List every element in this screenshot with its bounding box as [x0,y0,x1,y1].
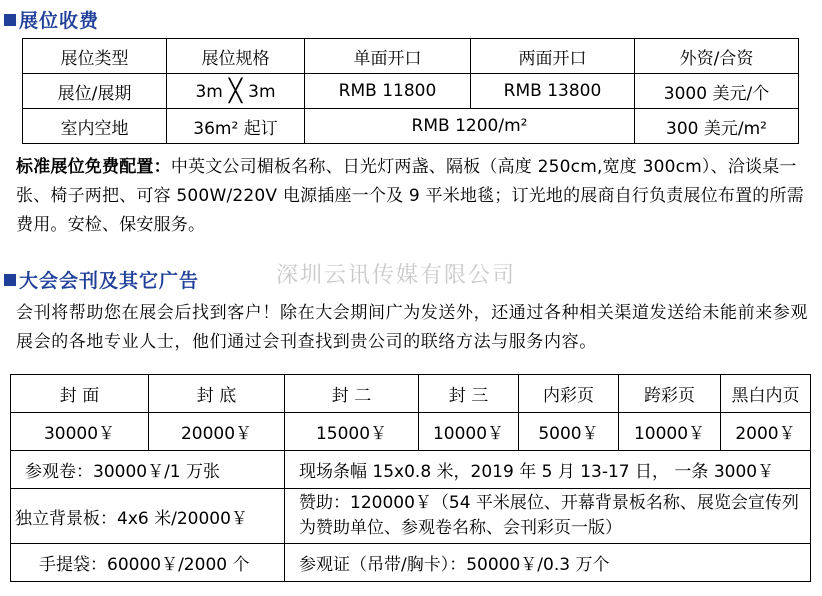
booth-fees-heading [4,6,99,33]
company-watermark: 深圳云讯传媒有限公司 [276,263,517,288]
ticket-cell: 参观卷：30000￥/1 万张 [11,451,285,489]
header-cell-back-cover: 封 底 [149,375,285,413]
foreign-price: 3000 美元/个 [635,74,799,109]
header-cell-bw-page: 黑白内页 [721,375,811,413]
booth-spec-cell [167,74,305,109]
ads-table [10,374,811,582]
table-row [11,489,811,544]
single-open-price: RMB 11800 [305,74,471,109]
badge-cell: 参观证（吊带/胸卡）：50000￥/0.3 万个 [285,544,811,582]
table-row [23,109,799,144]
price-inside-back: 10000￥ [419,413,519,451]
header-cell-front-cover: 封 面 [11,375,149,413]
header-cell-booth-type: 展位类型 [23,39,167,74]
price-bw-page: 2000￥ [721,413,811,451]
banner-cell: 现场条幅 15x0.8 米，2019 年 5 月 13-17 日， 一条 3000￥ [285,451,811,489]
booth-type-cell: 展位/展期 [23,74,167,109]
spec-height: 3m [248,81,276,102]
sponsor-cell: 赞助：120000￥（54 平米展位、开幕背景板名称、展览会宣传列为赞助单位、参观卷名称、会刊彩页一版） [285,489,811,544]
square-bullet-icon [4,274,16,286]
space-type-cell: 室内空地 [23,109,167,144]
price-back-cover: 20000￥ [149,413,285,451]
header-cell-foreign: 外资/合资 [635,39,799,74]
ads-heading [4,266,199,293]
header-cell-color-page: 内彩页 [519,375,619,413]
table-row [11,451,811,489]
table-row [23,74,799,109]
standard-config-paragraph [16,153,816,240]
header-cell-booth-spec: 展位规格 [167,39,305,74]
standard-config-text: 中英文公司楣板名称、日光灯两盏、隔板（高度 250cm,宽度 300cm）、洽谈桌一张、椅子两把、可容 500W/220V 电源插座一个及 9 平米地毯；订光地的展商自行负责展位布置的所需费用。安检、保安服务。 [16,157,804,235]
square-bullet-icon [4,14,16,26]
header-cell-single-open: 单面开口 [305,39,471,74]
header-cell-double-open: 两面开口 [471,39,635,74]
backboard-cell: 独立背景板：4x6 米/20000￥ [11,489,285,544]
space-price-cell: RMB 1200/m² [305,109,635,144]
space-spec-cell: 36m² 起订 [167,109,305,144]
booth-fees-heading-text: 展位收费 [19,10,100,32]
table-header-row [23,39,799,74]
table-header-row [11,375,811,413]
price-inside-front: 15000￥ [285,413,419,451]
price-spread-page: 10000￥ [619,413,721,451]
spec-width: 3m [195,81,223,102]
standard-config-label: 标准展位免费配置： [16,157,171,177]
header-cell-spread-page: 跨彩页 [619,375,721,413]
ads-intro-paragraph: 会刊将帮助您在展会后找到客户！除在大会期间广为发送外，还通过各种相关渠道发送给未能前来参观展会的各地专业人士，他们通过会刊查找到贵公司的联络方法与服务内容。 [16,303,808,352]
double-open-price: RMB 13800 [471,74,635,109]
header-cell-inside-front: 封 二 [285,375,419,413]
times-sign: ╳ [228,78,243,104]
booth-fees-table [22,38,799,144]
bag-cell: 手提袋：60000￥/2000 个 [11,544,285,582]
table-row [11,413,811,451]
price-color-page: 5000￥ [519,413,619,451]
price-front-cover: 30000￥ [11,413,149,451]
table-row [11,544,811,582]
ads-heading-text: 大会会刊及其它广告 [19,270,200,292]
header-cell-inside-back: 封 三 [419,375,519,413]
space-foreign-price: 300 美元/m² [635,109,799,144]
